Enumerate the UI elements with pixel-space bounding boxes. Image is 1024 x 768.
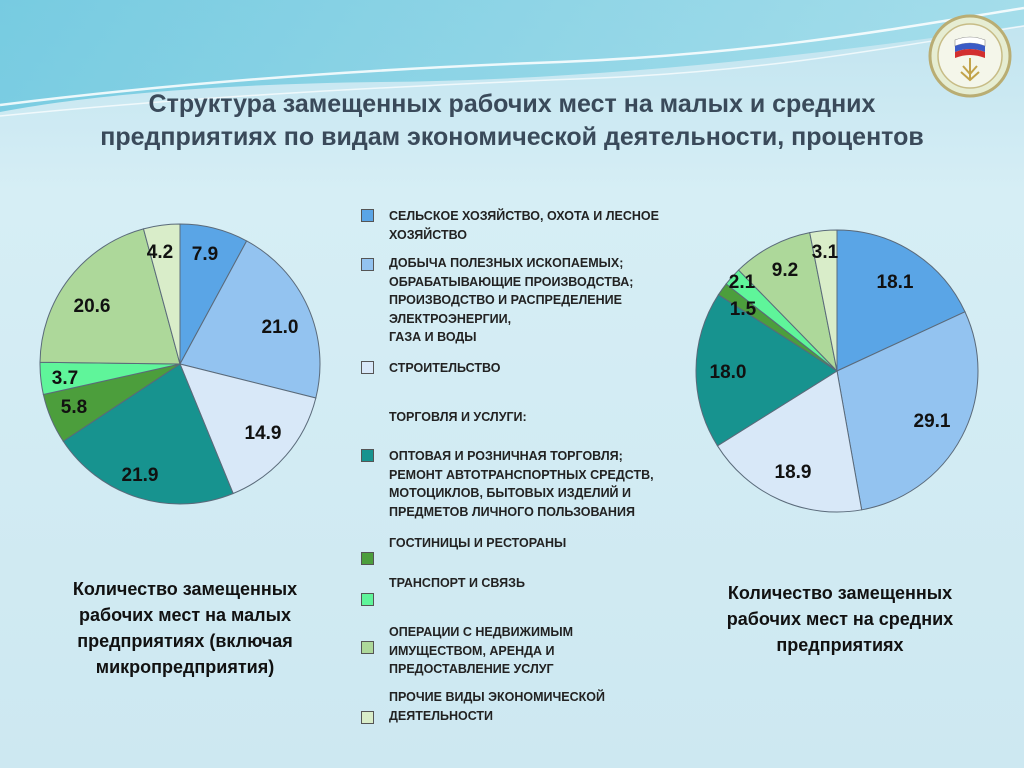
pie-chart-medium-enterprises bbox=[696, 230, 978, 512]
pie-data-label: 18.9 bbox=[774, 462, 812, 483]
pie-data-label: 20.6 bbox=[73, 296, 111, 317]
emblem-logo bbox=[930, 16, 1010, 96]
legend-item-line: ГАЗА И ВОДЫ bbox=[389, 330, 477, 344]
caption-right-line-2: рабочих мест на средних bbox=[726, 609, 954, 629]
legend-item-line: ОПЕРАЦИИ С НЕДВИЖИМЫМ bbox=[389, 625, 574, 639]
legend-item-line: ПРЕДОСТАВЛЕНИЕ УСЛУГ bbox=[389, 662, 554, 676]
title-line-1: Структура замещенных рабочих мест на малых и средних bbox=[148, 90, 876, 118]
pie-data-label: 14.9 bbox=[244, 423, 282, 444]
legend-section-header: ТОРГОВЛЯ И УСЛУГИ: bbox=[389, 410, 527, 424]
legend-item-line: ПРОЧИЕ ВИДЫ ЭКОНОМИЧЕСКОЙ bbox=[389, 690, 605, 704]
page-title bbox=[0, 88, 1024, 154]
legend-item-line: ПРЕДМЕТОВ ЛИЧНОГО ПОЛЬЗОВАНИЯ bbox=[389, 504, 635, 519]
pie-data-label: 21.0 bbox=[261, 317, 299, 338]
legend-swatch bbox=[361, 361, 374, 374]
caption-left-line-4: микропредприятия) bbox=[95, 657, 275, 677]
legend-swatch bbox=[361, 449, 374, 462]
caption-right-line-1: Количество замещенных bbox=[727, 583, 953, 603]
legend-item-text bbox=[389, 254, 689, 347]
pie-data-label: 18.0 bbox=[709, 362, 747, 383]
caption-left-line-3: предприятиях (включая bbox=[77, 631, 293, 651]
pie-data-label: 3.7 bbox=[51, 368, 79, 389]
caption-left-line-2: рабочих мест на малых bbox=[79, 605, 291, 625]
legend-item-text bbox=[389, 574, 689, 593]
legend-swatch bbox=[361, 258, 374, 271]
pie-data-label: 1.5 bbox=[729, 299, 757, 320]
legend-swatch bbox=[361, 641, 374, 654]
pie-data-label: 9.2 bbox=[771, 260, 799, 281]
legend-item-text bbox=[389, 447, 689, 521]
legend-item-line: ТРАНСПОРТ И СВЯЗЬ bbox=[389, 576, 525, 590]
legend-item-line: ИМУЩЕСТВОМ, АРЕНДА И bbox=[389, 643, 555, 658]
legend-item-line: ДОБЫЧА ПОЛЕЗНЫХ ИСКОПАЕМЫХ; bbox=[389, 256, 624, 270]
legend-item-line: ДЕЯТЕЛЬНОСТИ bbox=[389, 708, 494, 723]
caption-left-line-1: Количество замещенных bbox=[72, 579, 298, 599]
legend-item-line: ЭЛЕКТРОЭНЕРГИИ, bbox=[389, 311, 512, 326]
pie-data-label: 3.1 bbox=[811, 242, 839, 263]
caption-left bbox=[40, 576, 330, 680]
legend-item-line: ОБРАБАТЫВАЮЩИЕ ПРОИЗВОДСТВА; bbox=[389, 274, 634, 289]
pie-data-label: 29.1 bbox=[913, 411, 951, 432]
pie-data-label: 4.2 bbox=[146, 242, 174, 263]
legend-item-line: СЕЛЬСКОЕ ХОЗЯЙСТВО, ОХОТА И ЛЕСНОЕ bbox=[389, 209, 659, 223]
legend-swatch bbox=[361, 209, 374, 222]
legend-item-line: ХОЗЯЙСТВО bbox=[389, 227, 468, 242]
legend-item-text bbox=[389, 688, 689, 725]
legend-item-text bbox=[389, 534, 689, 553]
legend-item-text bbox=[389, 623, 689, 679]
title-line-2: предприятиях по видам экономической деятельности, процентов bbox=[100, 123, 924, 151]
legend-item-line: МОТОЦИКЛОВ, БЫТОВЫХ ИЗДЕЛИЙ И bbox=[389, 486, 631, 500]
legend-item-line: ГОСТИНИЦЫ И РЕСТОРАНЫ bbox=[389, 536, 567, 550]
legend-item-line: СТРОИТЕЛЬСТВО bbox=[389, 361, 501, 375]
legend-item-text bbox=[389, 207, 689, 244]
pie-data-label: 7.9 bbox=[191, 244, 219, 265]
legend-swatch bbox=[361, 593, 374, 606]
legend-item-text bbox=[389, 359, 689, 378]
pie-data-label: 21.9 bbox=[121, 465, 159, 486]
pie-chart-small-enterprises bbox=[40, 224, 320, 504]
legend-swatch bbox=[361, 711, 374, 724]
pie-data-label: 5.8 bbox=[60, 397, 88, 418]
legend-item-line: РЕМОНТ АВТОТРАНСПОРТНЫХ СРЕДСТВ, bbox=[389, 467, 654, 482]
legend-swatch bbox=[361, 552, 374, 565]
pie-data-label: 2.1 bbox=[728, 272, 756, 293]
caption-right-line-3: предприятиях bbox=[776, 635, 904, 655]
legend-item-line: ОПТОВАЯ И РОЗНИЧНАЯ ТОРГОВЛЯ; bbox=[389, 449, 623, 463]
legend-item-line: ПРОИЗВОДСТВО И РАСПРЕДЕЛЕНИЕ bbox=[389, 293, 622, 307]
pie-data-label: 18.1 bbox=[876, 272, 914, 293]
caption-right bbox=[695, 580, 985, 658]
